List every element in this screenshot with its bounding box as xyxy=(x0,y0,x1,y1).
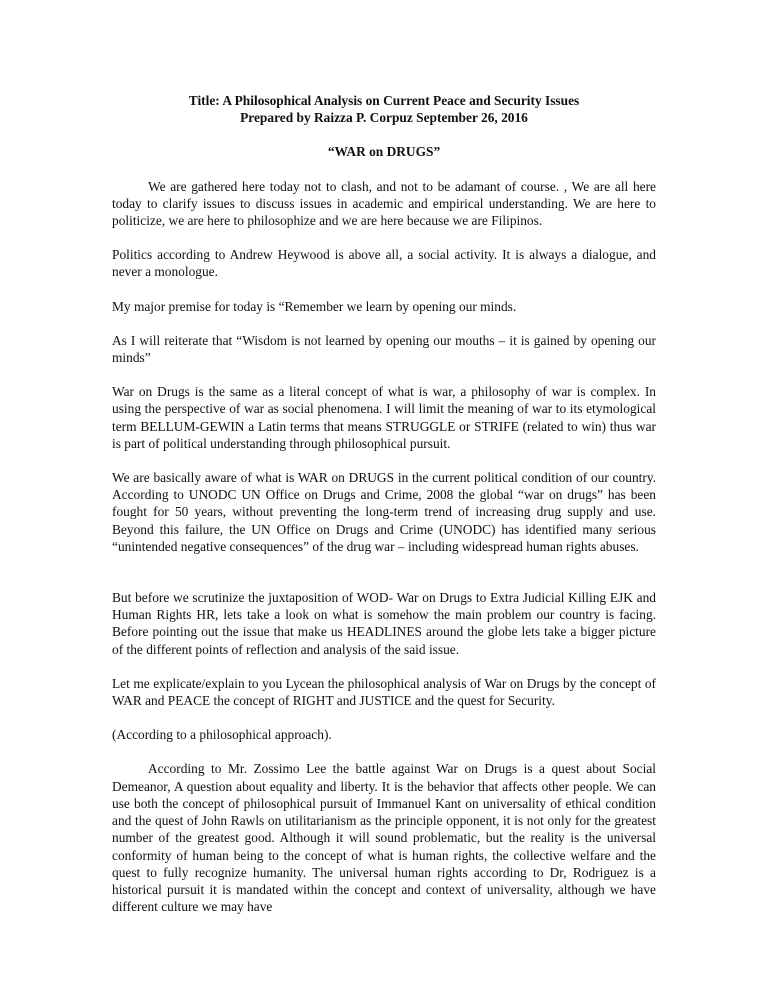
paragraph-heywood: Politics according to Andrew Heywood is above all, a social activity. It is always a dialogue, and never a monologue. xyxy=(112,247,656,280)
document-page xyxy=(112,92,656,932)
paragraph-unodc: We are basically aware of what is WAR on DRUGS in the current political condition of our country. According to UNODC UN Office on Drugs and Crime, 2008 the global “war on drugs” has been fought for 50 years, without preventing the long-term trend of increasing drug supply and use. Beyond this failure, the UN Office on Drugs and Crime (UNODC) has identified many serious “unintended negative consequences” of the drug war – including widespread human rights abuses. xyxy=(112,470,656,554)
document-header xyxy=(112,92,656,126)
paragraph-juxtaposition: But before we scrutinize the juxtaposition of WOD- War on Drugs to Extra Judicial Killing EJK and Human Rights HR, lets take a look on what is somehow the main problem our country is facing. Before pointing out the issue that make us HEADLINES around the globe lets take a bigger picture of the different points of reflection and analysis of the said issue. xyxy=(112,590,656,657)
paragraph-premise: My major premise for today is “Remember we learn by opening our minds. xyxy=(112,298,517,314)
document-subtitle: “WAR on DRUGS” xyxy=(327,144,441,160)
paragraph-explicate: Let me explicate/explain to you Lycean the philosophical analysis of War on Drugs by the concept of WAR and PEACE the concept of RIGHT and JUSTICE and the quest for Security. xyxy=(112,675,656,709)
paragraph-intro: We are gathered here today not to clash, and not to be adamant of course. , We are all here today to clarify issues to discuss issues in academic and empirical understanding. We are here to politicize, we are here to philosophize and we are here because we are Filipinos. xyxy=(112,178,656,229)
paragraph-war-definition: War on Drugs is the same as a literal concept of what is war, a philosophy of war is complex. In using the perspective of war as social phenomena. I will limit the meaning of war to its etymological term BELLUM-GEWIN a Latin terms that means STRUGGLE or STRIFE (related to win) thus war is part of political understanding through philosophical pursuit. xyxy=(112,384,656,451)
paragraph-zossimo-lee: According to Mr. Zossimo Lee the battle against War on Drugs is a quest about Social Demeanor, A question about equality and liberty. It is the behavior that affects other people. We can use both the concept of philosophical pursuit of Immanuel Kant on universality of ethical condition and the quest of John Rawls on utilitarianism as the principle opponent, it is not only for the greatest number of the greatest good. Although it will sound problematic, but the reality is the universal conformity of human being to the concept of what is human rights, the collective welfare and the quest to fully recognize humanity. The universal human rights according to Dr, Rodriguez is a historical pursuit it is mandated within the concept and context of universality, although we have different culture we may have xyxy=(112,761,656,915)
paragraph-wisdom: As I will reiterate that “Wisdom is not learned by opening our mouths – it is gained by opening our minds” xyxy=(112,332,656,366)
paragraph-approach: (According to a philosophical approach). xyxy=(112,727,332,743)
document-author-date: Prepared by Raizza P. Corpuz September 26, 2016 xyxy=(240,110,528,126)
document-title: Title: A Philosophical Analysis on Current Peace and Security Issues xyxy=(188,93,580,108)
